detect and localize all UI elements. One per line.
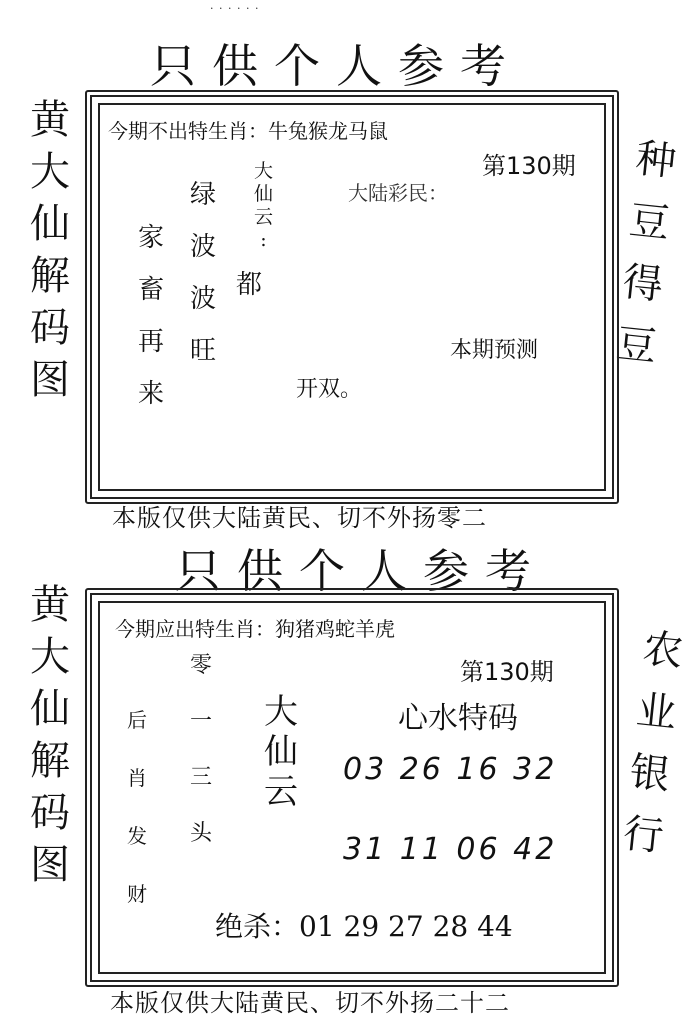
zodiac-line: 今期应出特生肖：狗猪鸡蛇羊虎 (115, 617, 395, 641)
side-char: 行 (621, 810, 666, 861)
side-label-left-2 (30, 582, 70, 897)
clue-char: 肖 (127, 766, 147, 790)
greeting: 大陆彩民： (348, 181, 448, 205)
numbers-row-1: 03 26 16 32 (343, 752, 558, 787)
caption-1 (254, 162, 273, 254)
kill-numbers: 绝杀：01 29 27 28 44 (215, 910, 513, 943)
clue-char: 家 (138, 223, 165, 253)
issue-number-1: 第130期 (482, 152, 576, 180)
side-char: 银 (627, 748, 673, 799)
clue-column-c: 都 (236, 270, 263, 300)
side-char: 解 (30, 738, 70, 784)
page-title-2: 只供个人参考 (175, 544, 547, 598)
side-char: 得 (620, 258, 666, 309)
special-code-heading: 心水特码 (398, 701, 518, 736)
clue-char: 发 (127, 824, 147, 848)
top-strip: · · · · · · (210, 2, 260, 15)
caption-char: 仙 (264, 732, 298, 772)
clue-char: 一 (190, 709, 213, 734)
side-char: 大 (30, 634, 70, 680)
clue-column-b2 (190, 655, 212, 871)
clue-char: 财 (127, 882, 147, 906)
page-title-1: 只供个人参考 (150, 39, 522, 93)
clue-char: 后 (127, 708, 147, 732)
side-char: 种 (633, 135, 679, 186)
clue-column-a2 (127, 710, 147, 908)
footer-1: 本版仅供大陆黄民、切不外扬零二 (112, 504, 487, 532)
caption-char: : (260, 229, 267, 251)
side-char: 仙 (30, 201, 70, 247)
side-char: 业 (634, 687, 679, 738)
caption-2 (264, 692, 298, 812)
clue-char: 畜 (138, 275, 165, 305)
caption-char: 大 (254, 160, 274, 182)
clue-column-a (138, 225, 164, 433)
numbers-row-2: 31 11 06 42 (343, 832, 558, 867)
clue-char: 三 (190, 765, 213, 790)
side-char: 豆 (627, 197, 672, 248)
side-label-right-2 (619, 625, 686, 880)
side-char: 码 (30, 790, 70, 836)
clue-char: 旺 (190, 336, 217, 366)
clue-char: 绿 (190, 180, 217, 210)
side-char: 码 (30, 305, 70, 351)
side-char: 农 (640, 625, 686, 676)
clue-char: 零 (190, 653, 213, 678)
clue-char: 来 (138, 379, 165, 409)
side-char: 黄 (30, 582, 70, 628)
side-char: 图 (30, 842, 70, 888)
clue-column-b (190, 182, 216, 390)
caption-char: 云 (254, 206, 274, 228)
caption-char: 仙 (254, 183, 274, 205)
side-char: 豆 (614, 320, 659, 371)
side-char: 大 (30, 149, 70, 195)
footer-2: 本版仅供大陆黄民、切不外扬二十二 (110, 989, 510, 1017)
issue-number-2: 第130期 (460, 658, 554, 686)
side-char: 解 (30, 253, 70, 299)
side-char: 图 (30, 357, 70, 403)
caption-char: 大 (264, 692, 298, 732)
clue-char: 波 (190, 232, 217, 262)
clue-char: 再 (138, 327, 165, 357)
side-label-right-1 (612, 135, 679, 390)
forecast-label: 本期预测 (450, 338, 539, 363)
clue-char: 头 (190, 821, 213, 846)
forecast-value: 开双。 (296, 377, 363, 402)
clue-char: 波 (190, 284, 217, 314)
side-label-left-1 (30, 97, 70, 412)
no-show-zodiac: 今期不出特生肖：牛兔猴龙马鼠 (108, 119, 388, 143)
side-char: 黄 (30, 97, 70, 143)
caption-char: 云 (264, 772, 298, 812)
side-char: 仙 (30, 686, 70, 732)
